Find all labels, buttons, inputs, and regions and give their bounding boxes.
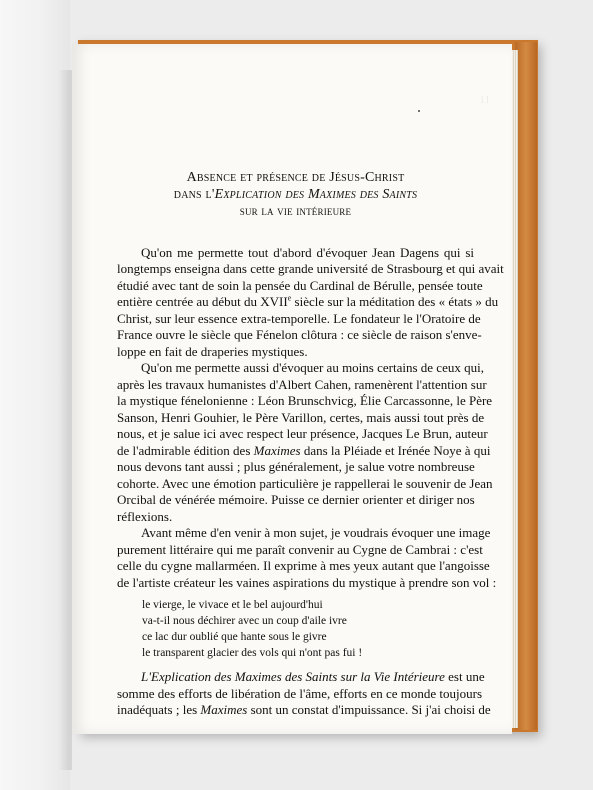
text-line: de l'artiste créateur les vaines aspirations du mystique à prendre son vol : bbox=[117, 574, 497, 590]
paragraph-2 bbox=[117, 360, 493, 525]
superscript: e bbox=[287, 293, 292, 303]
title-line-3: sur la vie intérieure bbox=[239, 203, 352, 218]
show-through-folio: 11 bbox=[479, 94, 490, 106]
paragraph-1 bbox=[117, 244, 504, 361]
text-line: cohorte. Avec une émotion particulière je rappellerai le souvenir de Jean bbox=[117, 475, 493, 491]
text-line: nous, et je salue ici avec respect leur présence, Jacques Le Brun, auteur bbox=[117, 426, 488, 441]
text-line: Qu'on me permette tout d'abord d'évoquer Jean Dagens qui si bbox=[141, 244, 474, 260]
verse-line: le vierge, le vivace et le bel aujourd'hui bbox=[142, 599, 323, 611]
text-line: longtemps enseigna dans cette grande université de Strasbourg et qui avait bbox=[117, 261, 504, 276]
text-segment: inadéquats ; les bbox=[117, 702, 201, 717]
text-line: étudié avec tant de soin la pensée du Cardinal de Bérulle, pensée toute bbox=[117, 277, 483, 293]
text-segment: est une bbox=[444, 669, 485, 684]
background-shadow bbox=[58, 70, 72, 770]
verse-quotation bbox=[142, 597, 474, 661]
text-line: Qu'on me permette aussi d'évoquer au moins certains de ceux qui, bbox=[141, 360, 484, 375]
text-line: la mystique fénelonienne : Léon Brunschvicg, Élie Carcassonne, le Père bbox=[117, 393, 493, 408]
verse-line: va-t-il nous déchirer avec un coup d'aile ivre bbox=[142, 615, 347, 627]
text-line bbox=[117, 442, 491, 460]
text-segment-italic: L'Explication des Maximes des Saints sur la Vie Intérieure bbox=[141, 669, 445, 684]
text-line: somme des efforts de libération de l'âme, efforts en ce monde toujours bbox=[117, 685, 483, 701]
text-line: Orcibal de vénérée mémoire. Puisse ce dernier orienter et diriger nos bbox=[117, 492, 475, 507]
text-line: purement littéraire qui me paraît convenir au Cygne de Cambrai : c'est bbox=[117, 541, 483, 557]
text-line: celle du cygne mallarméen. Il exprime à mes yeux autant que l'angoisse bbox=[117, 558, 490, 573]
text-segment-italic: Maximes bbox=[200, 702, 248, 717]
text-segment-italic: Maximes bbox=[253, 442, 301, 458]
book-cover-edge bbox=[515, 42, 537, 730]
verse-line: le transparent glacier des vols qui n'ont pas fui ! bbox=[142, 647, 363, 659]
chapter-title bbox=[117, 170, 474, 220]
title-line-2-prefix: dans l' bbox=[173, 186, 215, 202]
title-line-1: Absence et présence de Jésus-Christ bbox=[186, 170, 405, 185]
text-line: Christ, sur leur essence extra-temporelle. Le fondateur le l'Oratoire de bbox=[117, 310, 481, 326]
text-line: France ouvre le siècle que Fénelon clôtura : ce siècle de raison s'enve- bbox=[117, 327, 482, 342]
title-line-2-italic: Explication des Maximes des Saints bbox=[214, 186, 418, 202]
text-line bbox=[117, 293, 499, 311]
text-segment: entière centrée au début du XVII bbox=[117, 294, 288, 309]
text-line: réflexions. bbox=[117, 508, 173, 524]
paragraph-4 bbox=[117, 669, 491, 719]
text-line bbox=[117, 669, 485, 686]
text-segment: de l'admirable édition des bbox=[117, 442, 254, 458]
text-segment: sont un constat d'impuissance. Si j'ai choisi de bbox=[247, 702, 491, 717]
text-line bbox=[117, 702, 491, 719]
paragraph-3 bbox=[117, 525, 497, 591]
text-segment: siècle sur la méditation des « états » du bbox=[291, 294, 499, 309]
ink-speck bbox=[418, 110, 420, 112]
text-line: loppe en fait de draperies mystiques. bbox=[117, 343, 308, 359]
text-line: après les travaux humanistes d'Albert Cahen, ramenèrent l'attention sur bbox=[117, 376, 487, 392]
text-line: Sanson, Henri Gouhier, le Père Varillon, certes, mais aussi tout près de bbox=[117, 409, 485, 425]
verse-line: ce lac dur oublié que hante sous le givre bbox=[142, 631, 327, 643]
text-segment: dans la Pléiade et Irénée Noye à qui bbox=[300, 442, 491, 458]
text-line: Avant même d'en venir à mon sujet, je voudrais évoquer une image bbox=[141, 525, 491, 540]
page-text bbox=[117, 170, 504, 719]
text-line: nous devons tant aussi ; plus généralement, je salue votre nombreuse bbox=[117, 459, 475, 474]
title-line-2 bbox=[117, 187, 474, 204]
